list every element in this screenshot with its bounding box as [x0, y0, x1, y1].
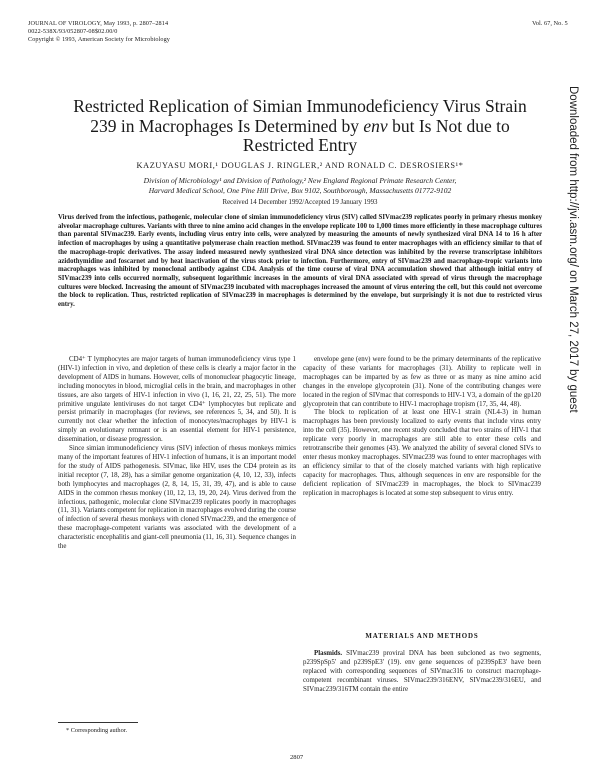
section-heading-methods: MATERIALS AND METHODS: [365, 633, 479, 640]
download-notice: Downloaded from http://jvi.asm.org/ on March 27, 2017 by guest: [567, 86, 579, 413]
body-column-left: [58, 356, 296, 552]
copyright-line: Copyright © 1993, American Society for Microbiology: [28, 36, 170, 44]
title-env-italic: env: [363, 115, 388, 136]
volume-label: Vol. 67, No. 5: [532, 20, 568, 27]
affiliation: [40, 176, 560, 195]
affiliation-line-2: Harvard Medical School, One Pine Hill Drive, Box 9102, Southborough, Massachusetts 01772-9102: [148, 185, 452, 195]
journal-header: [28, 20, 170, 45]
methods-runin-heading: Plasmids.: [314, 650, 343, 657]
methods-paragraph: [303, 650, 541, 695]
methods-text: SIVmac239 proviral DNA has been subcloned as two segments, p239SpSp5′ and p239SpE3′ (19). env gene sequences of p239SpE3′ have been replaced with corresponding sequences of SIVmac316 to construct macrophage-competent recombinant viruses. SIVmac239/316ENV, SIVmac239/316EU, and SIVmac239/316TM contain the entire: [303, 650, 541, 693]
intro-paragraph-2: Since simian immunodeficiency virus (SIV) infection of rhesus monkeys mimics many of the important features of HIV-1 infection of humans, it is an important model for the study of AIDS pathogenesis. SIVmac, like HIV, uses the CD4 protein as its initial receptor (7, 18, 28), has a similar genome organization (4, 10, 12, 33), infects both lymphocytes and macrophages (2, 8, 14, 15, 31, 39, 47), and is able to cause AIDS in the common rhesus monkey (10, 12, 13, 19, 20, 24). Virus derived from the infectious, pathogenic, molecular clone SIVmac239 replicates poorly in macrophages (11, 31). Variants competent for replication in macrophages evolved during the course of infection of several rhesus monkeys with cloned SIVmac239, and the emergence of these macrophage-competent variants was associated with the development of a characteristic encephalitis and giant-cell pneumonia (11, 16, 31). Sequence changes in the: [58, 445, 296, 551]
author-list: KAZUYASU MORI,¹ DOUGLAS J. RINGLER,² AND RONALD C. DESROSIERS¹*: [136, 161, 464, 170]
title-part-1: Restricted Replication of Simian Immunodeficiency Virus Strain 239 in Macrophages Is Determined by: [73, 96, 527, 136]
journal-citation: JOURNAL OF VIROLOGY, May 1993, p. 2807–2814: [28, 20, 169, 27]
received-dates: Received 14 December 1992/Accepted 19 January 1993: [222, 199, 378, 206]
intro-paragraph-1: CD4⁺ T lymphocytes are major targets of human immunodeficiency virus type 1 (HIV-1) infection in vivo, and depletion of these cells is clearly a major factor in the development of AIDS in humans. However, cells of mononuclear phagocytic lineage, including monocytes in blood, microglial cells in the brain, and macrophages in other tissues, are also targets of HIV-1 infection in vivo (1, 16, 21, 22, 25, 51). The more primitive ungulate lentiviruses do not target CD4⁺ lymphocytes but replicate and persist primarily in macrophages (for reviews, see references 5, 34, and 50). It is currently not clear whether the infection of monocytes/macrophages by HIV-1 is simply an evolutionary remnant or is an essential element for HIV-1 persistence, dissemination, or disease progression.: [58, 356, 296, 444]
page-number: 2807: [290, 754, 304, 761]
footnote-corresponding-author: * Corresponding author.: [66, 727, 128, 734]
article-title: [60, 97, 540, 156]
title-part-2: but Is Not due to Restricted Entry: [242, 115, 510, 155]
intro-paragraph-4: The block to replication of at least one HIV-1 strain (NL4-3) in human macrophages has been previously localized to early events that include virus entry into the cell (35). However, one recent study concluded that two strains of HIV-1 that replicate very poorly in macrophages are still able to enter these cells and retrotranscribe their genomes (43). We analyzed the ability of several cloned SIVs to enter rhesus monkey macrophages. SIVmac239 was found to enter macrophages with an efficiency similar to that of the closely matched variants with high replicative capacity for macrophages. Thus, although sequences in env are responsible for the deficient replication of SIVmac239 in macrophages, the block to SIVmac239 replication in macrophages is located at some step subsequent to virus entry.: [303, 409, 541, 497]
intro-paragraph-3: envelope gene (env) were found to be the primary determinants of the replicative capacity of these variants for macrophages (31). Ability to replicate well in macrophages can be imparted by as few as three or as many as nine amino acid changes in the envelope glycoprotein (31). None of the contributing changes were located in the region of SIVmac that corresponds to HIV-1 V3, a domain of the gp120 glycoprotein that can contribute to HIV-1 macrophage tropism (17, 35, 44, 48).: [303, 356, 541, 408]
footnote-rule: [58, 722, 138, 723]
body-column-right: [303, 356, 541, 499]
issn-line: 0022-538X/93/052807-08$02.00/0: [28, 28, 118, 36]
download-sidebar: [564, 86, 582, 676]
affiliation-line-1: Division of Microbiology¹ and Division of Pathology,² New England Regional Primate Research Center,: [143, 176, 457, 185]
abstract: Virus derived from the infectious, pathogenic, molecular clone of simian immunodeficiency virus (SIV) called SIVmac239 replicates poorly in primary rhesus monkey alveolar macrophage cultures. Variants with three to nine amino acid changes in the envelope replicate 100 to 1,000 times more efficiently in these macrophage cultures than parental SIVmac239. Early events, including virus entry into cells, were analyzed by measuring the amounts of newly synthesized viral DNA 14 to 16 h after infection of macrophages by using a quantitative polymerase chain reaction method. SIVmac239 was found to enter macrophages with an efficiency similar to that of the macrophage-tropic derivatives. The assay indeed measured newly synthesized viral DNA since detection was inhibited by the reverse transcriptase inhibitors azidothymidine and foscarnet and by heat inactivation of the virus stock prior to infection. Furthermore, entry of SIVmac239 and macrophage-tropic variants into macrophages was inhibited by monoclonal antibody against CD4. Analysis of the time course of viral DNA accumulation showed that although initial entry of SIVmac239 into cells occurred normally, subsequent logarithmic increases in the amounts of viral DNA associated with spread of virus through the macrophage cultures were blocked. Increasing the amount of SIVmac239 incubated with macrophages increased the amount of virus entering the cell, but this could not overcome the block to replication. Thus, restricted replication of SIVmac239 in macrophages is determined by the envelope, but surprisingly it is not due to restricted virus entry.: [58, 214, 542, 309]
